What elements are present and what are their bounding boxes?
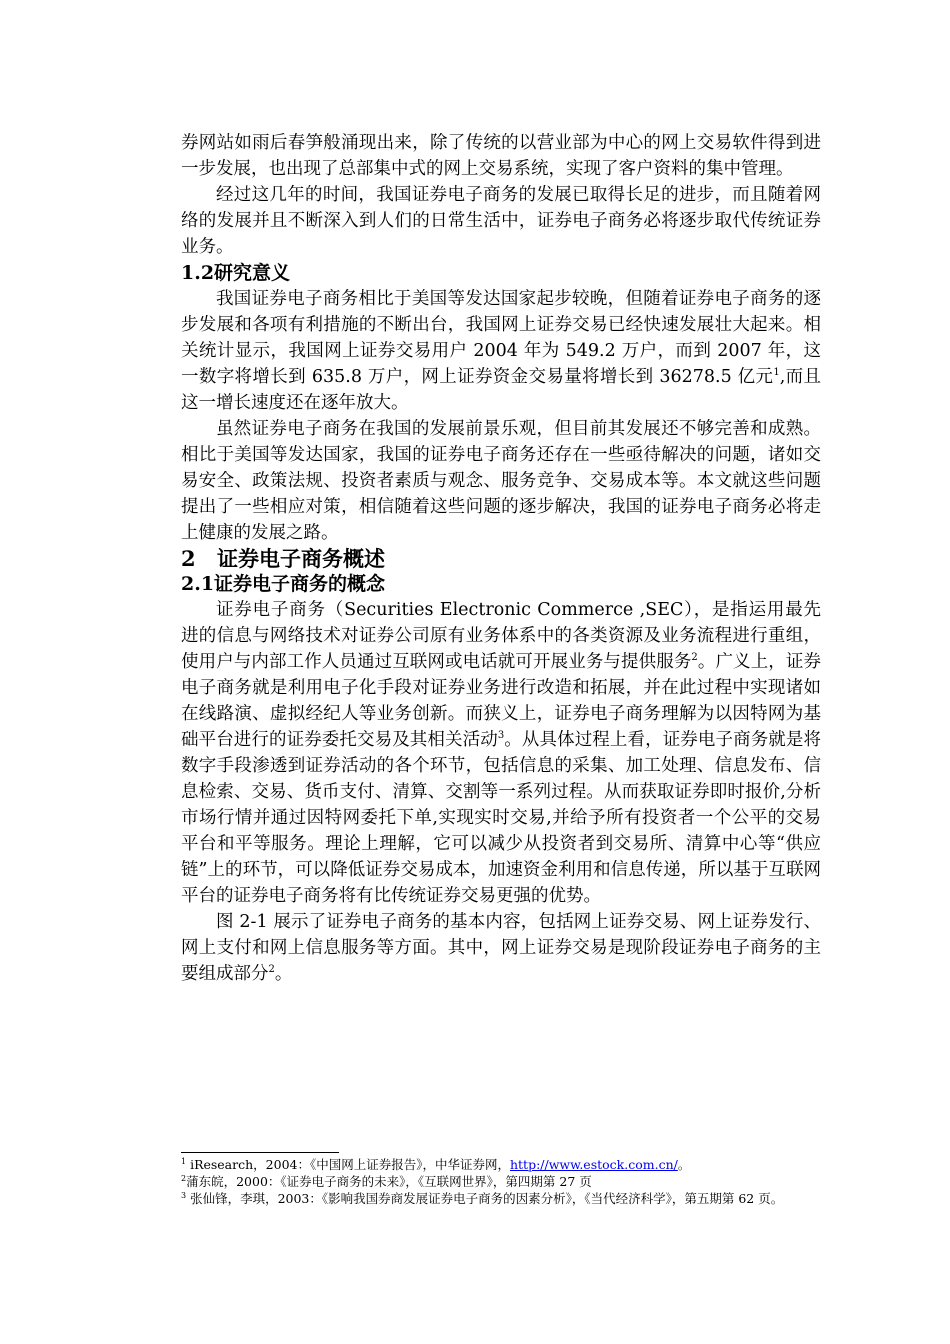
- footnote-ref-1[interactable]: 1: [773, 367, 780, 379]
- document-body: [181, 130, 821, 987]
- chapter-title: 证券电子商务概述: [217, 546, 385, 571]
- chapter-number: 2: [181, 546, 196, 571]
- section-heading-1-2: 1.2研究意义: [181, 262, 291, 284]
- footnotes: [181, 1152, 821, 1207]
- concept-text-2: 。广义上，证券电子商务就是利用电子化手段对证券业务进行改造和拓展，并在此过程中实现诸如在线路演、虚拟经纪人等业务创新。而狭义上，证券电子商务理解为以因特网为基础平台进行的证券委托交易及其相关活动: [181, 652, 822, 750]
- footnote-3-mark: 3: [181, 1190, 187, 1200]
- footnote-1-end: 。: [677, 1157, 691, 1172]
- footnote-2-mark: 2: [181, 1173, 187, 1183]
- paragraph-figure-ref: [181, 909, 821, 987]
- footnote-1-link[interactable]: http://www.estock.com.cn/: [509, 1157, 678, 1172]
- paragraph-problems: 虽然证券电子商务在我国的发展前景乐观，但目前其发展还不够完善和成熟。相比于美国等发达国家，我国的证券电子商务还存在一些亟待解决的问题，诸如交易安全、政策法规、投资者素质与观念、服务竞争、交易成本等。本文就这些问题提出了一些相应对策，相信随着这些问题的逐步解决，我国的证券电子商务必将走上健康的发展之路。: [181, 419, 821, 543]
- paragraph-concept: [181, 597, 821, 909]
- footnote-1-text: iResearch，2004：《中国网上证券报告》，中华证券网，: [186, 1157, 510, 1172]
- paragraph-development: 经过这几年的时间，我国证券电子商务的发展已取得长足的进步，而且随着网络的发展并且不断深入到人们的日常生活中，证券电子商务必将逐步取代传统证券业务。: [181, 185, 821, 257]
- section-heading-2-1: 2.1证券电子商务的概念: [181, 573, 386, 595]
- concept-text-3: 。从具体过程上看，证券电子商务就是将数字手段渗透到证券活动的各个环节，包括信息的采集、加工处理、信息发布、信息检索、交易、货币支付、清算、交割等一系列过程。从而获取证券即时报价,分析市场行情并通过因特网委托下单,实现实时交易,并给予所有投资者一个公平的交易平台和平等服务。理论上理解，它可以减少从投资者到交易所、清算中心等“供应链”上的环节，可以降低证券交易成本，加速资金利用和信息传递，所以基于互联网平台的证券电子商务将有比传统证券交易更强的优势。: [181, 730, 821, 906]
- figure-ref-text-end: 。: [274, 964, 293, 984]
- footnote-3: [181, 1190, 821, 1207]
- footnote-2-text: 蒲东皖，2000：《证券电子商务的未来》，《互联网世界》，第四期第 27 页: [186, 1174, 592, 1189]
- footnote-1: [181, 1156, 821, 1173]
- footnote-2: [181, 1173, 821, 1190]
- footnote-ref-2b[interactable]: 2: [268, 964, 275, 976]
- footnote-3-text: 张仙锋，李琪，2003：《影响我国券商发展证券电子商务的因素分析》，《当代经济科学》，第五期第 62 页。: [186, 1191, 784, 1206]
- concept-text-1: 证券电子商务（Securities Electronic Commerce ,SEC），是指运用最先进的信息与网络技术对证券公司原有业务体系中的各类资源及业务流程进行重组，使用户与内部工作人员通过互联网或电话就可开展业务与提供服务: [181, 600, 821, 672]
- statistics-text-end: ,而且这一增长速度还在逐年放大。: [181, 367, 821, 413]
- footnote-1-mark: 1: [181, 1156, 187, 1166]
- paragraph-statistics: [181, 286, 821, 416]
- chapter-heading-2: [181, 546, 821, 571]
- footnote-separator: [181, 1152, 339, 1153]
- footnote-ref-3[interactable]: 3: [497, 730, 505, 742]
- paragraph-continued: 券网站如雨后春笋般涌现出来，除了传统的以营业部为中心的网上交易软件得到进一步发展，也出现了总部集中式的网上交易系统，实现了客户资料的集中管理。: [181, 133, 821, 179]
- statistics-text: 我国证券电子商务相比于美国等发达国家起步较晚，但随着证券电子商务的逐步发展和各项有利措施的不断出台，我国网上证券交易已经快速发展壮大起来。相关统计显示，我国网上证券交易用户 2004 年为 549.2 万户，而到 2007 年，这一数字将增长到 635.8 万户，网上证券资金交易量将增长到 36278.5 亿元: [181, 289, 821, 387]
- figure-ref-text: 图 2-1 展示了证券电子商务的基本内容，包括网上证券交易、网上证券发行、网上支付和网上信息服务等方面。其中，网上证券交易是现阶段证券电子商务的主要组成部分: [181, 912, 821, 984]
- footnote-ref-2[interactable]: 2: [691, 652, 698, 664]
